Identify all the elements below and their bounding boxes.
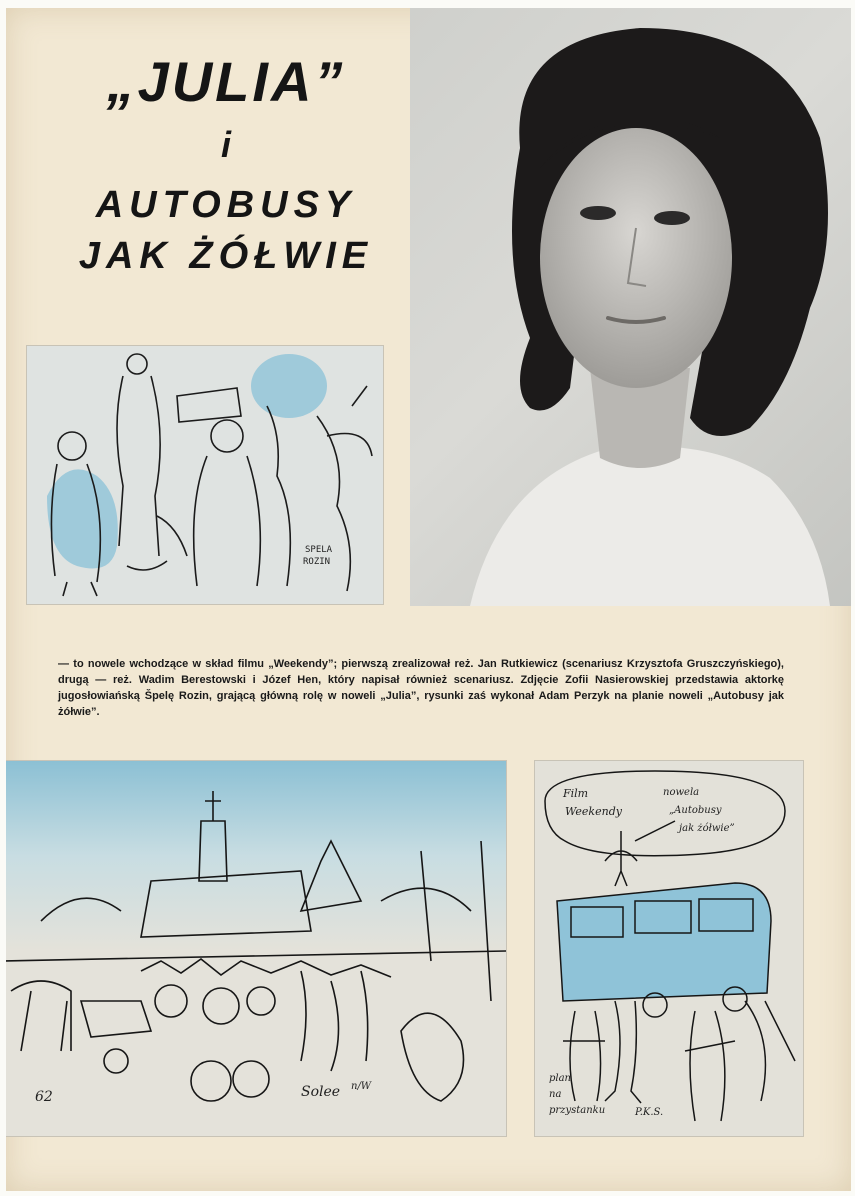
portrait-drawing bbox=[410, 8, 851, 606]
title-autobusy: AUTOBUSY bbox=[95, 184, 357, 226]
article-title bbox=[46, 48, 406, 278]
bus-note-right-3: jak żółwie” bbox=[679, 823, 735, 834]
title-julia: „JULIA” bbox=[106, 50, 346, 113]
bus-bottom-2: na bbox=[549, 1089, 562, 1100]
article-caption: — to nowele wchodzące w skład filmu „Weekendy”; pierwszą zrealizował reż. Jan Rutkiewicz (scenariusz Krzysztofa Gruszczyńskiego), drugą — reż. Wadim Berestowski i Józef Hen, który napisał również scenariusz. Zdjęcie Zofii Nasierowskiej przedstawia aktorkę jugosłowiańską Špelę Rozin, grającą główną rolę w noweli „Julia”, rysunki zaś wykonał Adam Perzyk na planie noweli „Autobusy jak żółwie”. bbox=[58, 658, 784, 718]
village-mark: n/W bbox=[351, 1081, 372, 1092]
sketch-bus-stop bbox=[534, 760, 804, 1137]
sketch-label-line1: SPELA bbox=[305, 545, 333, 555]
bus-bottom-3: przystanku bbox=[549, 1105, 606, 1116]
title-jak-zolwie: JAK ŻÓŁWIE bbox=[78, 235, 374, 277]
bus-note-right-2: „Autobusy bbox=[669, 805, 722, 816]
village-signature: Solee bbox=[301, 1084, 341, 1100]
bus-initials: P.K.S. bbox=[635, 1107, 664, 1118]
sketch-village-drawing bbox=[6, 761, 506, 1136]
sketch-film-crew-drawing bbox=[27, 346, 383, 604]
bus-bottom-1: plan bbox=[549, 1073, 572, 1084]
magazine-page bbox=[6, 8, 851, 1191]
portrait-photo bbox=[410, 8, 851, 606]
sketch-film-crew bbox=[26, 345, 384, 605]
sketch-village bbox=[6, 760, 507, 1137]
title-conjunction: i bbox=[220, 124, 231, 165]
bus-note-left-2: Weekendy bbox=[565, 805, 622, 818]
sketch-label-line2: ROZIN bbox=[303, 557, 331, 567]
village-page-number: 62 bbox=[35, 1089, 53, 1105]
sketch-bus-drawing bbox=[535, 761, 803, 1136]
bus-note-left-1: Film bbox=[563, 787, 589, 800]
bus-note-right-1: nowela bbox=[663, 787, 700, 798]
